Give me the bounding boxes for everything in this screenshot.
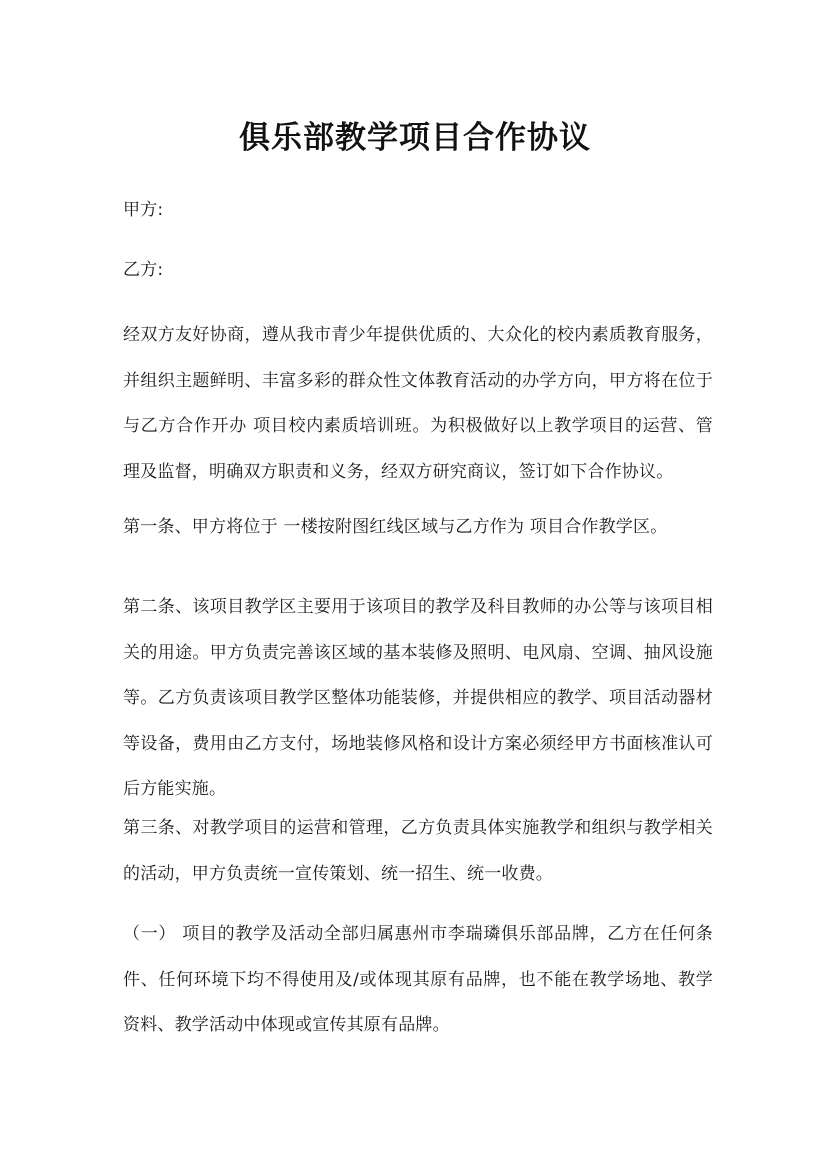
- item-1-paragraph: （一） 项目的教学及活动全部归属惠州市李瑞璘俱乐部品牌，乙方在任何条件、任何环境下均不得使用及/或体现其原有品牌，也不能在教学场地、教学资料、教学活动中体现或宣传其原有品牌。: [123, 924, 713, 1035]
- party-a-line: 甲方:: [123, 200, 164, 220]
- article-2-paragraph: 第二条、该项目教学区主要用于该项目的教学及科目教师的办公等与该项目相关的用途。甲方负责完善该区域的基本装修及照明、电风扇、空调、抽风设施等。乙方负责该项目教学区整体功能装修，并提供相应的教学、项目活动器材等设备，费用由乙方支付，场地装修风格和设计方案必须经甲方书面核准认可后方能实施。: [123, 597, 713, 799]
- article-1-paragraph: 第一条、甲方将位于 一楼按附图红线区域与乙方作为 项目合作教学区。: [123, 517, 668, 537]
- party-b-line: 乙方:: [123, 260, 164, 280]
- article-3-paragraph: 第三条、对教学项目的运营和管理，乙方负责具体实施教学和组织与教学相关的活动，甲方负责统一宣传策划、统一招生、统一收费。: [123, 818, 713, 884]
- intro-paragraph: 经双方友好协商，遵从我市青少年提供优质的、大众化的校内素质教育服务，并组织主题鲜明、丰富多彩的群众性文体教育活动的办学方向，甲方将在位于 与乙方合作开办 项目校内素质培训班。为积极做好以上教学项目的运营、管理及监督，明确双方职责和义务，经双方研究商议，签订如下合作协议。: [123, 325, 713, 482]
- document-title: 俱乐部教学项目合作协议: [239, 120, 591, 156]
